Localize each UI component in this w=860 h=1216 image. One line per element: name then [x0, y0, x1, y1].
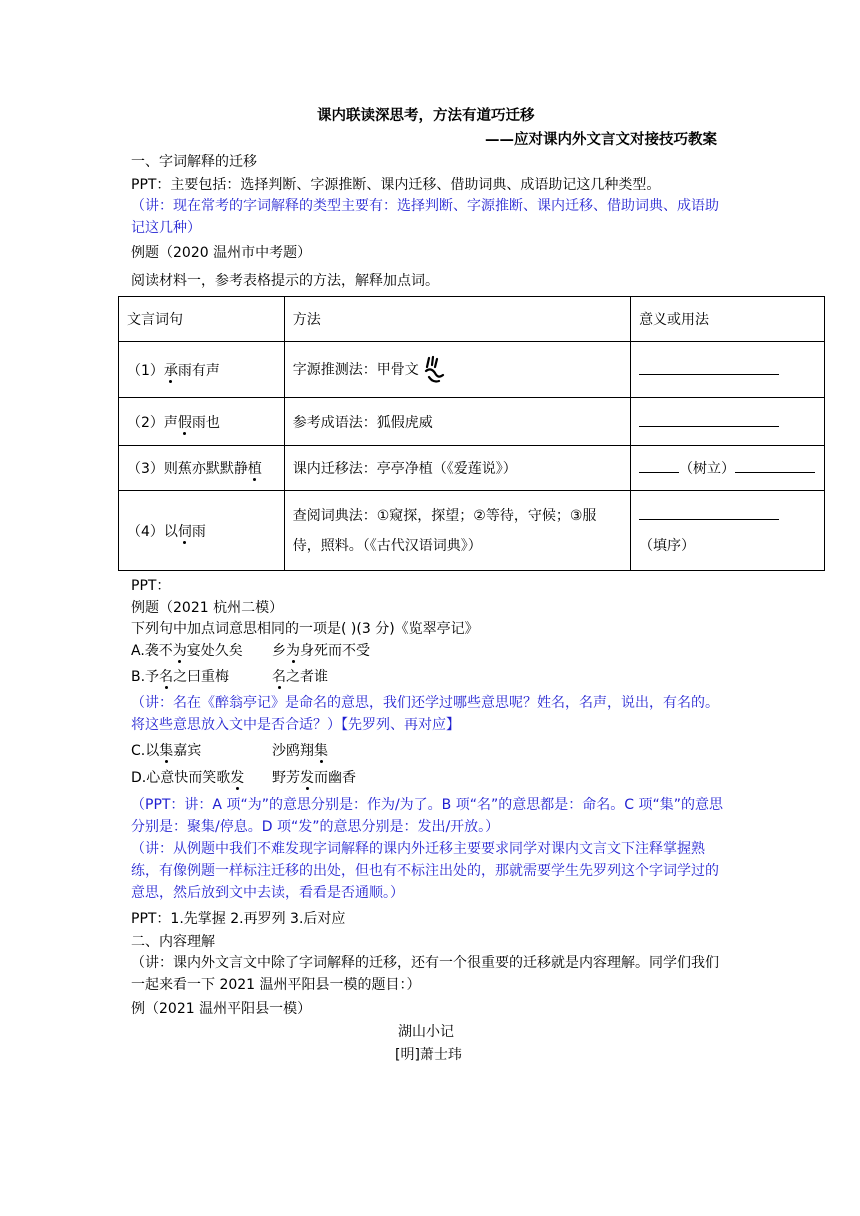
dotted-word: 发 — [300, 770, 314, 786]
example2-prompt: 下列句中加点词意思相同的一项是( )(3 分)《览翠亭记》 — [131, 621, 479, 637]
dotted-word: 名 — [272, 669, 286, 685]
method-cell: 课内迁移法：亭亭净植（《爱莲说》） — [284, 446, 630, 491]
talk-summary: （讲：从例题中我们不难发现字词解释的课内外迁移主要要求同学对课内文言文下注释掌握熟练，有像例题一样标注迁移的出处，但也有不标注出处的，那就需要学生先罗列这个字词学过的意思，然后放到文中去读，看看是否通顺。） — [131, 841, 719, 901]
ppt-steps: PPT：1.先掌握 2.再罗列 3.后对应 — [131, 911, 346, 927]
dotted-word: 发 — [230, 770, 245, 786]
phrase-cell: （4）以伺雨 — [119, 491, 285, 571]
answer-cell[interactable] — [631, 342, 825, 398]
example3-label: 例（2021 温州平阳县一模） — [131, 1001, 312, 1017]
dotted-word: 假 — [177, 414, 192, 431]
table-header-row — [119, 297, 825, 342]
option-b: B.予名之曰重梅 — [131, 669, 230, 685]
table-header-cell: 文言词句 — [119, 297, 285, 342]
dotted-word: 承 — [163, 362, 178, 379]
option-c-compare: 沙鸥翔集 — [272, 743, 328, 759]
answer-cell[interactable]: （树立） — [631, 446, 825, 491]
dotted-word: 为 — [172, 643, 187, 659]
dotted-word: 集 — [159, 743, 174, 759]
option-b-compare: 名之者谁 — [272, 669, 328, 685]
dotted-word: 伺 — [177, 523, 192, 540]
method-cell: 参考成语法：狐假虎威 — [284, 398, 630, 446]
table-row — [119, 398, 825, 446]
doc-title: 课内联读深思考，方法有道巧迁移 — [317, 108, 535, 124]
section1-ppt: PPT：主要包括：选择判断、字源推断、课内迁移、借助词典、成语助记这几种类型。 — [131, 177, 661, 193]
talk-name-meanings: （讲：名在《醉翁亭记》是命名的意思，我们还学过哪些意思呢？姓名，名声，说出，有名的。将这些意思放入文中是否合适？）【先罗列、再对应】 — [131, 695, 719, 733]
dotted-word: 植 — [247, 461, 262, 477]
doc-subtitle: ——应对课内外文言文对接技巧教案 — [485, 132, 717, 148]
phrase-cell: （1）承雨有声 — [119, 342, 285, 398]
example1-label: 例题（2020 温州市中考题） — [131, 245, 312, 261]
phrase-cell: （3）则蕉亦默默静植 — [119, 446, 285, 491]
dotted-word: 为 — [286, 643, 300, 659]
example1-prompt: 阅读材料一，参考表格提示的方法，解释加点词。 — [131, 273, 439, 289]
table-header-cell: 意义或用法 — [631, 297, 825, 342]
method-cell: 字源推测法：甲骨文 — [284, 342, 630, 398]
ppt-label-2: PPT： — [131, 578, 171, 594]
option-a-compare: 乡为身死而不受 — [272, 643, 370, 659]
dotted-word: 集 — [314, 743, 328, 759]
option-c: C.以集嘉宾 — [131, 743, 202, 759]
passage-title: 湖山小记 — [398, 1024, 454, 1040]
vocab-table — [118, 296, 825, 571]
option-d: D.心意快而笑歌发 — [131, 770, 245, 786]
oracle-bone-glyph-icon — [423, 355, 445, 385]
table-row — [119, 491, 825, 571]
passage-author: [明]萧士玮 — [395, 1047, 462, 1063]
dotted-word: 名 — [159, 669, 174, 685]
section1-talk: （讲：现在常考的字词解释的类型主要有：选择判断、字源推断、课内迁移、借助词典、成语助记这几种） — [131, 198, 719, 236]
section2-talk: （讲：课内外文言文中除了字词解释的迁移，还有一个很重要的迁移就是内容理解。同学们我们一起来看一下 2021 温州平阳县一模的题目：） — [131, 955, 719, 993]
talk-answer-explanation: （PPT：讲：A 项“为”的意思分别是：作为/为了。B 项“名”的意思都是：命名。C 项“集”的意思分别是：聚集/停息。D 项“发”的意思分别是：发出/开放。） — [131, 797, 723, 835]
answer-cell[interactable]: （填序） — [631, 491, 825, 571]
phrase-cell: （2）声假雨也 — [119, 398, 285, 446]
option-a: A.袭不为宴处久矣 — [131, 643, 243, 659]
table-row — [119, 446, 825, 491]
table-row — [119, 342, 825, 398]
table-header-cell: 方法 — [284, 297, 630, 342]
example2-label: 例题（2021 杭州二模） — [131, 600, 284, 616]
answer-cell[interactable] — [631, 398, 825, 446]
section1-heading: 一、字词解释的迁移 — [131, 154, 257, 170]
option-d-compare: 野芳发而幽香 — [272, 770, 356, 786]
method-cell: 查阅词典法：①窥探，探望；②等待，守候；③服侍，照料。（《古代汉语词典》） — [284, 491, 630, 571]
section2-heading: 二、内容理解 — [131, 934, 215, 950]
